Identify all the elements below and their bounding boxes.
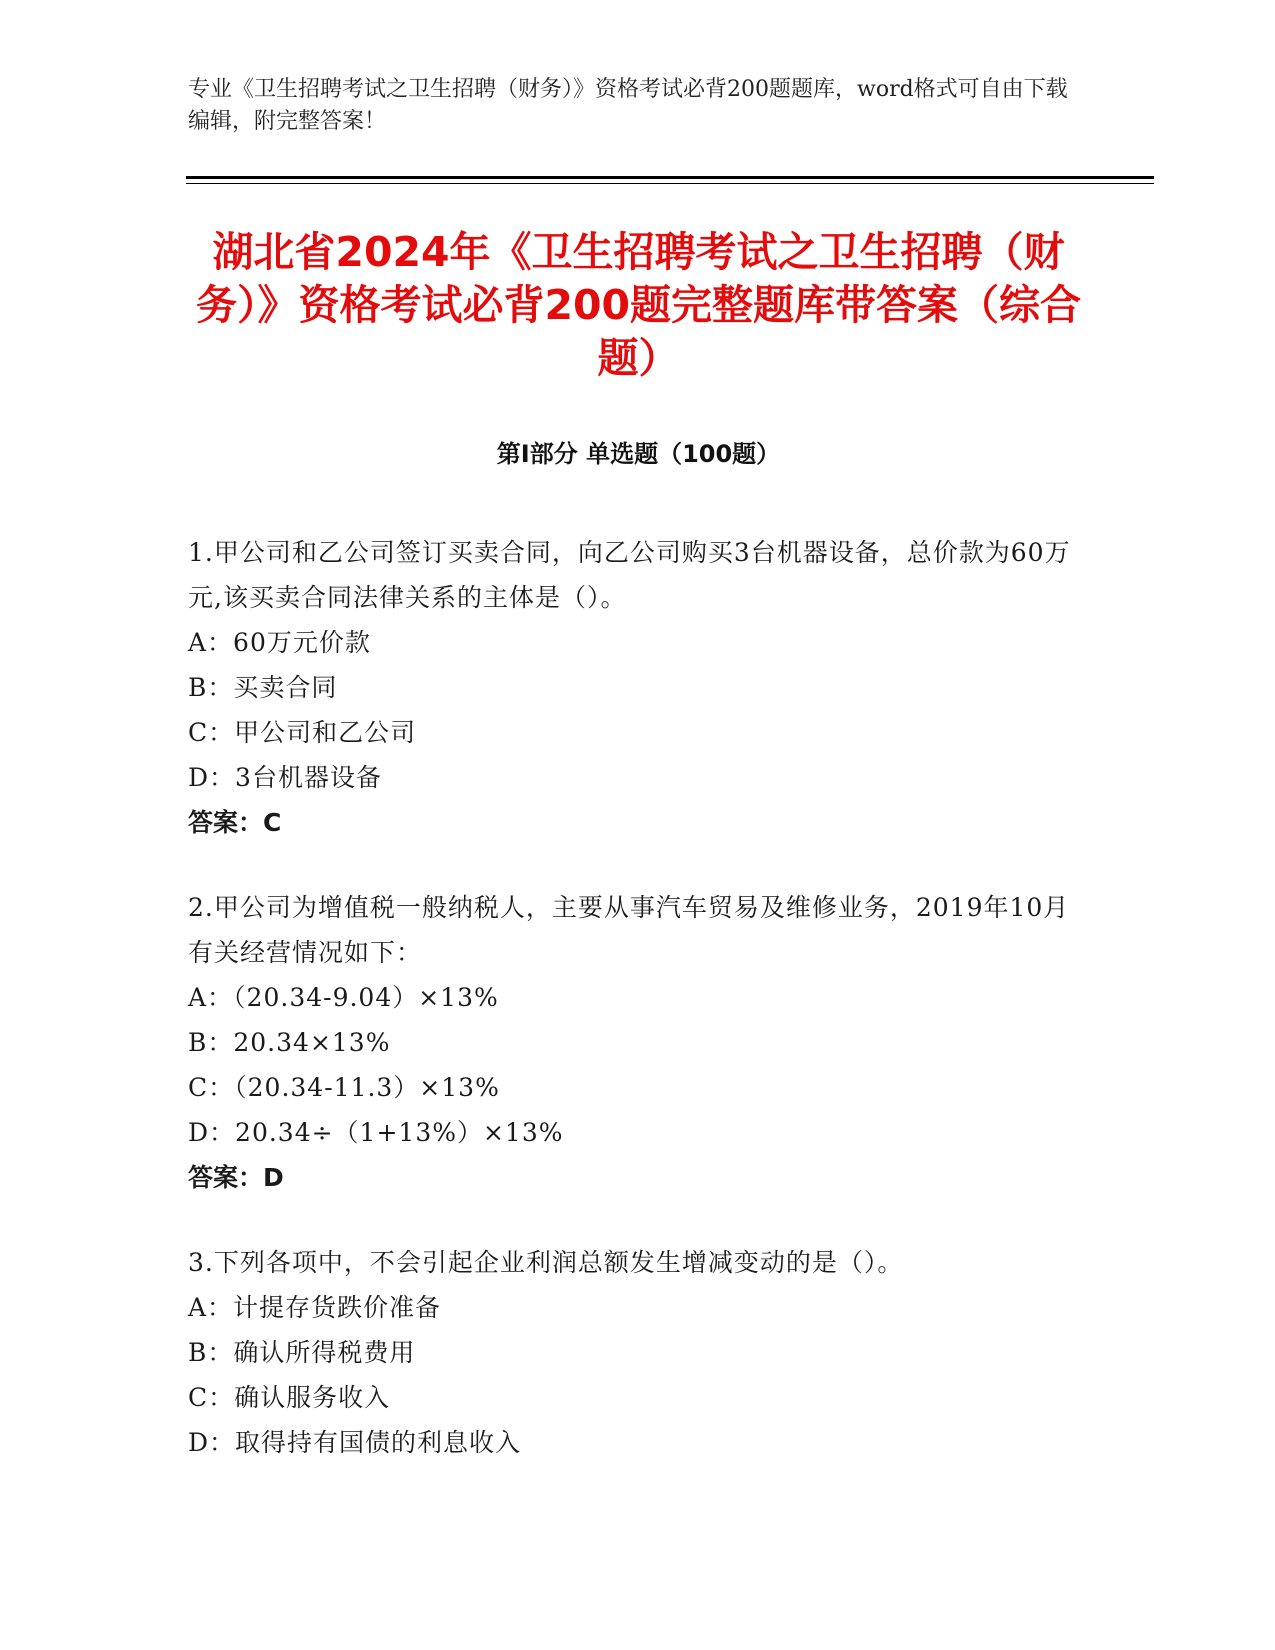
header-note: 专业《卫生招聘考试之卫生招聘（财务）》资格考试必背200题题库，word格式可自由下载编辑，附完整答案！ xyxy=(188,77,1068,134)
question-stem: 3.下列各项中，不会引起企业利润总额发生增减变动的是（）。 xyxy=(188,1248,904,1277)
option-a: A：60万元价款 xyxy=(188,628,371,657)
option-c: C：确认服务收入 xyxy=(188,1383,391,1412)
option-d: D：20.34÷（1+13%）×13% xyxy=(188,1118,564,1147)
section-heading: 第I部分 单选题（100题） xyxy=(496,440,781,468)
option-b: B：买卖合同 xyxy=(188,673,338,702)
option-b: B：确认所得税费用 xyxy=(188,1338,416,1367)
question-3 xyxy=(188,1240,1078,1465)
option-a: A：（20.34-9.04）×13% xyxy=(188,983,499,1012)
option-d: D：3台机器设备 xyxy=(188,763,382,792)
question-list xyxy=(188,530,1078,1505)
header-divider-thin xyxy=(186,183,1154,184)
option-b: B：20.34×13% xyxy=(188,1028,391,1057)
option-c: C：（20.34-11.3）×13% xyxy=(188,1073,500,1102)
question-2 xyxy=(188,885,1078,1200)
question-stem: 2.甲公司为增值税一般纳税人，主要从事汽车贸易及维修业务，2019年10月有关经营情况如下： xyxy=(188,893,1070,967)
option-c: C：甲公司和乙公司 xyxy=(188,718,417,747)
answer-line: 答案：C xyxy=(188,808,282,837)
question-1 xyxy=(188,530,1078,845)
question-stem: 1.甲公司和乙公司签订买卖合同，向乙公司购买3台机器设备，总价款为60万元,该买卖合同法律关系的主体是（）。 xyxy=(188,538,1071,612)
document-title: 湖北省2024年《卫生招聘考试之卫生招聘（财务）》资格考试必背200题完整题库带答案（综合题） xyxy=(195,228,1082,382)
header-divider-thick xyxy=(186,176,1154,179)
option-d: D：取得持有国债的利息收入 xyxy=(188,1428,522,1457)
option-a: A：计提存货跌价准备 xyxy=(188,1293,442,1322)
answer-line: 答案：D xyxy=(188,1163,284,1192)
